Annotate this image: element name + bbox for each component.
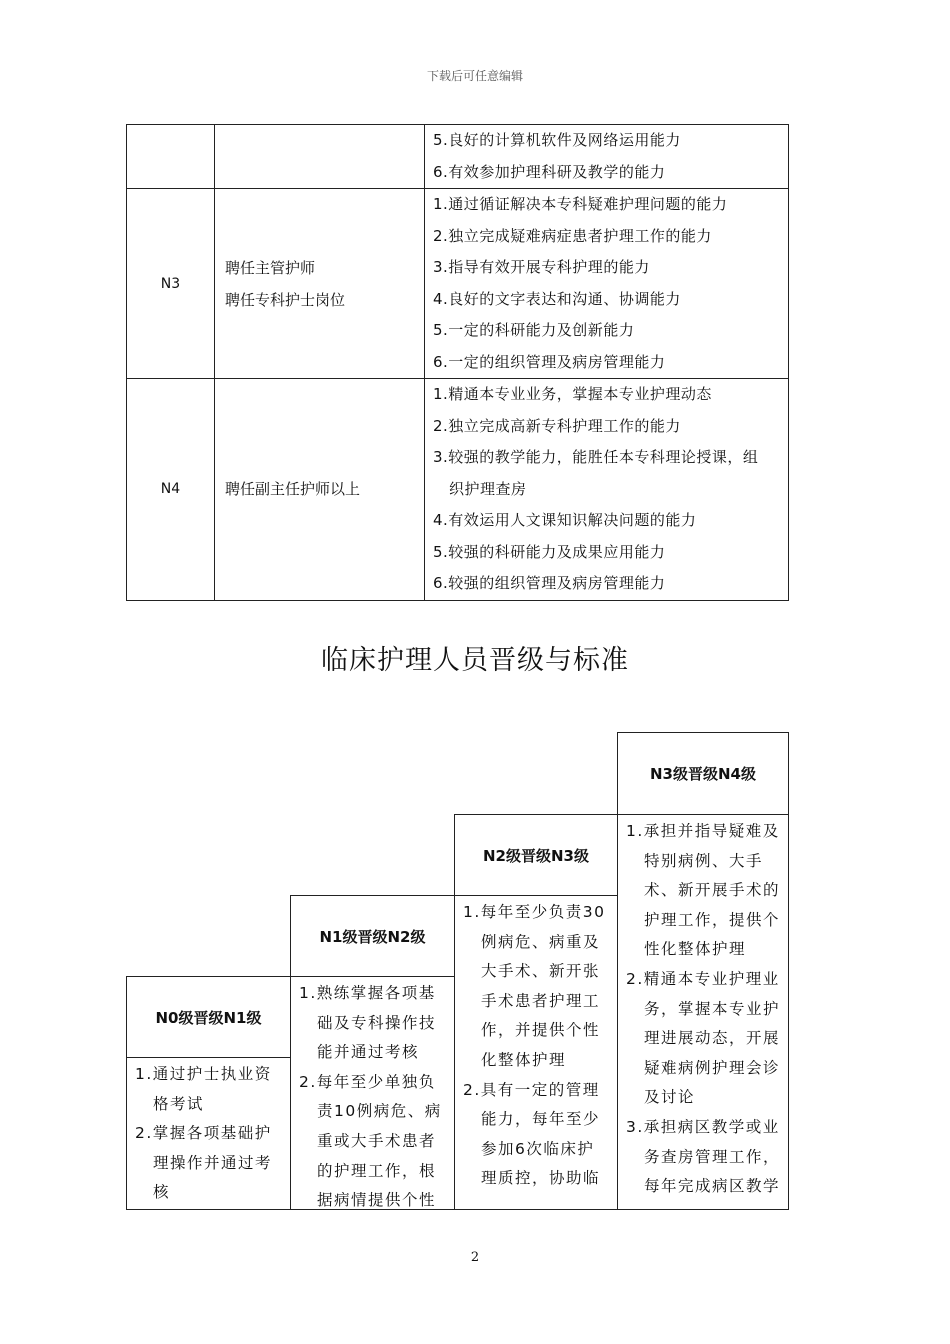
- criterion-line: 每年完成病区教学: [644, 1177, 781, 1196]
- criterion-line: 据病情提供个性: [317, 1191, 437, 1209]
- requirement-item: 1.精通本专业业务，掌握本专业护理动态: [433, 385, 712, 403]
- post-cell: [215, 379, 425, 601]
- step-body: [455, 896, 617, 1209]
- criterion-line: 1.承担并指导疑难及: [626, 822, 780, 840]
- step-body: [618, 815, 788, 1209]
- criterion-line: 手术患者护理工: [481, 991, 601, 1010]
- criterion-line: 2.精通本专业护理业: [626, 969, 780, 988]
- step-body: [291, 977, 454, 1209]
- criterion-line: 2.具有一定的管理: [463, 1080, 600, 1099]
- criterion-line: 例病危、病重及: [481, 932, 601, 951]
- post-line: 聘任专科护士岗位: [225, 290, 346, 309]
- level-cell: [127, 125, 215, 189]
- criterion-line: 的护理工作，根: [317, 1161, 437, 1180]
- criterion-line: 格考试: [153, 1094, 205, 1113]
- requirement-item: 5.较强的科研能力及成果应用能力: [433, 542, 666, 561]
- criterion-line: 2.掌握各项基础护: [135, 1124, 272, 1143]
- page-header: 下载后可任意编辑: [426, 69, 523, 83]
- step-title: N3级晋级N4级: [618, 733, 788, 815]
- table-row: [127, 379, 789, 601]
- requirement-item: 4.良好的文字表达和沟通、协调能力: [433, 289, 681, 308]
- criterion-line: 作，并提供个性: [481, 1021, 601, 1040]
- criterion-line: 理进展动态，开展: [644, 1029, 781, 1048]
- post-cell: [215, 125, 425, 189]
- post-cell: [215, 189, 425, 379]
- requirement-item: 2.独立完成疑难病症患者护理工作的能力: [433, 226, 712, 245]
- criterion-line: 2.每年至少单独负: [299, 1072, 436, 1091]
- section-title: 临床护理人员晋级与标准: [321, 645, 629, 676]
- criterion-line: 特别病例、大手: [644, 851, 764, 870]
- requirements-cell: [425, 379, 789, 601]
- criterion-line: 1.每年至少负责30: [463, 903, 606, 921]
- requirements-cell: [425, 189, 789, 379]
- criterion-line: 务，掌握本专业护: [644, 999, 781, 1018]
- criterion-line: 疑难病例护理会诊: [644, 1058, 781, 1077]
- criterion-line: 重或大手术患者: [317, 1131, 437, 1150]
- criterion-line: 参加6次临床护: [481, 1139, 595, 1158]
- criterion-line: 责10例病危、病: [317, 1102, 442, 1121]
- level-requirements-table: [126, 124, 789, 601]
- requirement-item: 2.独立完成高新专科护理工作的能力: [433, 416, 681, 435]
- requirement-item: 5.一定的科研能力及创新能力: [433, 321, 635, 339]
- requirements-cell: [425, 125, 789, 189]
- criterion-line: 1.熟练掌握各项基: [299, 984, 436, 1002]
- requirement-item: 4.有效运用人文课知识解决问题的能力: [433, 511, 697, 529]
- table-row: [127, 125, 789, 189]
- criterion-line: 化整体护理: [481, 1050, 567, 1069]
- post-line: 聘任主管护师: [225, 258, 316, 277]
- requirement-item: 织护理查房: [449, 479, 527, 498]
- step-body: [127, 1058, 290, 1209]
- requirement-item: 3.指导有效开展专科护理的能力: [433, 258, 650, 276]
- criterion-line: 理质控，协助临: [481, 1169, 601, 1188]
- step-n0-n1: [126, 976, 291, 1210]
- step-n1-n2: [290, 895, 455, 1210]
- step-n3-n4: [617, 732, 789, 1210]
- criterion-line: 3.承担病区教学或业: [626, 1117, 780, 1136]
- page-number: 2: [470, 1250, 480, 1265]
- table-row: [127, 189, 789, 379]
- requirement-item: 5.良好的计算机软件及网络运用能力: [433, 131, 681, 149]
- criterion-line: 务查房管理工作，: [644, 1147, 781, 1166]
- criterion-line: 大手术、新开张: [481, 962, 601, 981]
- requirement-item: 1.通过循证解决本专科疑难护理问题的能力: [433, 195, 728, 213]
- criterion-line: 能并通过考核: [317, 1043, 420, 1062]
- level-cell: N4: [127, 379, 215, 601]
- requirement-item: 6.有效参加护理科研及教学的能力: [433, 162, 666, 181]
- criterion-line: 1.通过护士执业资: [135, 1065, 272, 1083]
- criterion-line: 理操作并通过考: [153, 1153, 273, 1172]
- step-title: N2级晋级N3级: [455, 815, 617, 896]
- step-n2-n3: [454, 814, 618, 1210]
- criterion-line: 础及专科操作技: [317, 1013, 437, 1032]
- criterion-line: 及讨论: [644, 1088, 696, 1107]
- step-title: N1级晋级N2级: [291, 896, 454, 977]
- step-title: N0级晋级N1级: [127, 977, 290, 1058]
- criterion-line: 核: [153, 1183, 171, 1202]
- requirement-item: 3.较强的教学能力，能胜任本专科理论授课，组: [433, 448, 759, 466]
- level-cell: N3: [127, 189, 215, 379]
- criterion-line: 能力，每年至少: [481, 1110, 601, 1129]
- post-line: 聘任副主任护师以上: [225, 480, 361, 499]
- requirement-item: 6.较强的组织管理及病房管理能力: [433, 574, 666, 592]
- criterion-line: 护理工作，提供个: [644, 910, 781, 929]
- requirement-item: 6.一定的组织管理及病房管理能力: [433, 352, 666, 371]
- criterion-line: 术、新开展手术的: [644, 881, 781, 900]
- criterion-line: 性化整体护理: [644, 940, 747, 959]
